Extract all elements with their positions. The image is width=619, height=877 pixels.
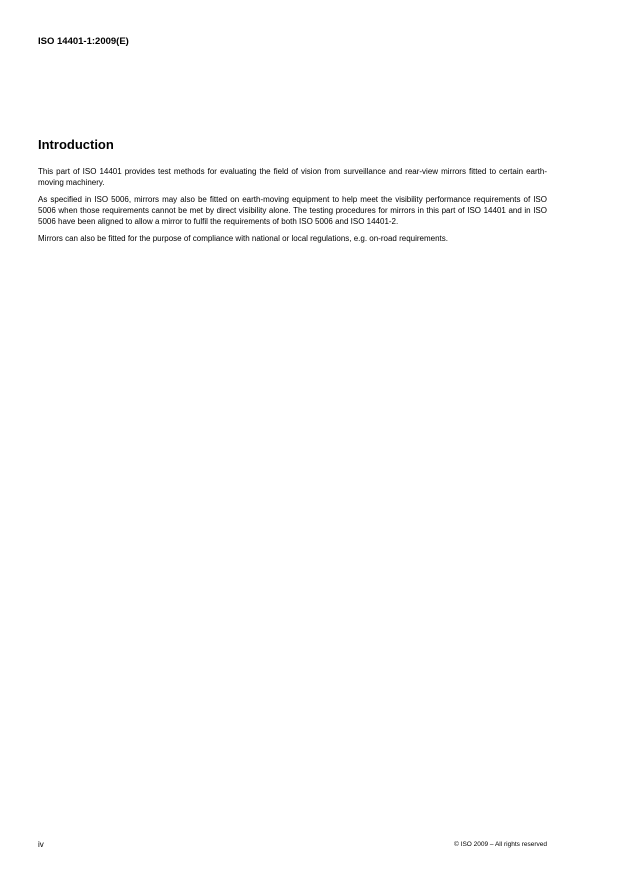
section-body [38, 166, 547, 250]
document-id-header: ISO 14401-1:2009(E) [38, 36, 129, 47]
page-number: iv [38, 840, 44, 849]
paragraph: Mirrors can also be fitted for the purpose of compliance with national or local regulations, e.g. on-road requirements. [38, 234, 448, 243]
paragraph: This part of ISO 14401 provides test methods for evaluating the field of vision from surveillance and rear-view mirrors fitted to certain earth-moving machinery. [38, 167, 547, 187]
copyright-notice: © ISO 2009 – All rights reserved [454, 841, 547, 848]
section-title: Introduction [38, 137, 114, 152]
paragraph: As specified in ISO 5006, mirrors may also be fitted on earth-moving equipment to help meet the visibility performance requirements of ISO 5006 when those requirements cannot be met by direct visibility alone. The testing procedures for mirrors in this part of ISO 14401 and in ISO 5006 have been aligned to allow a mirror to fulfil the requirements of both ISO 5006 and ISO 14401-2. [38, 195, 547, 226]
